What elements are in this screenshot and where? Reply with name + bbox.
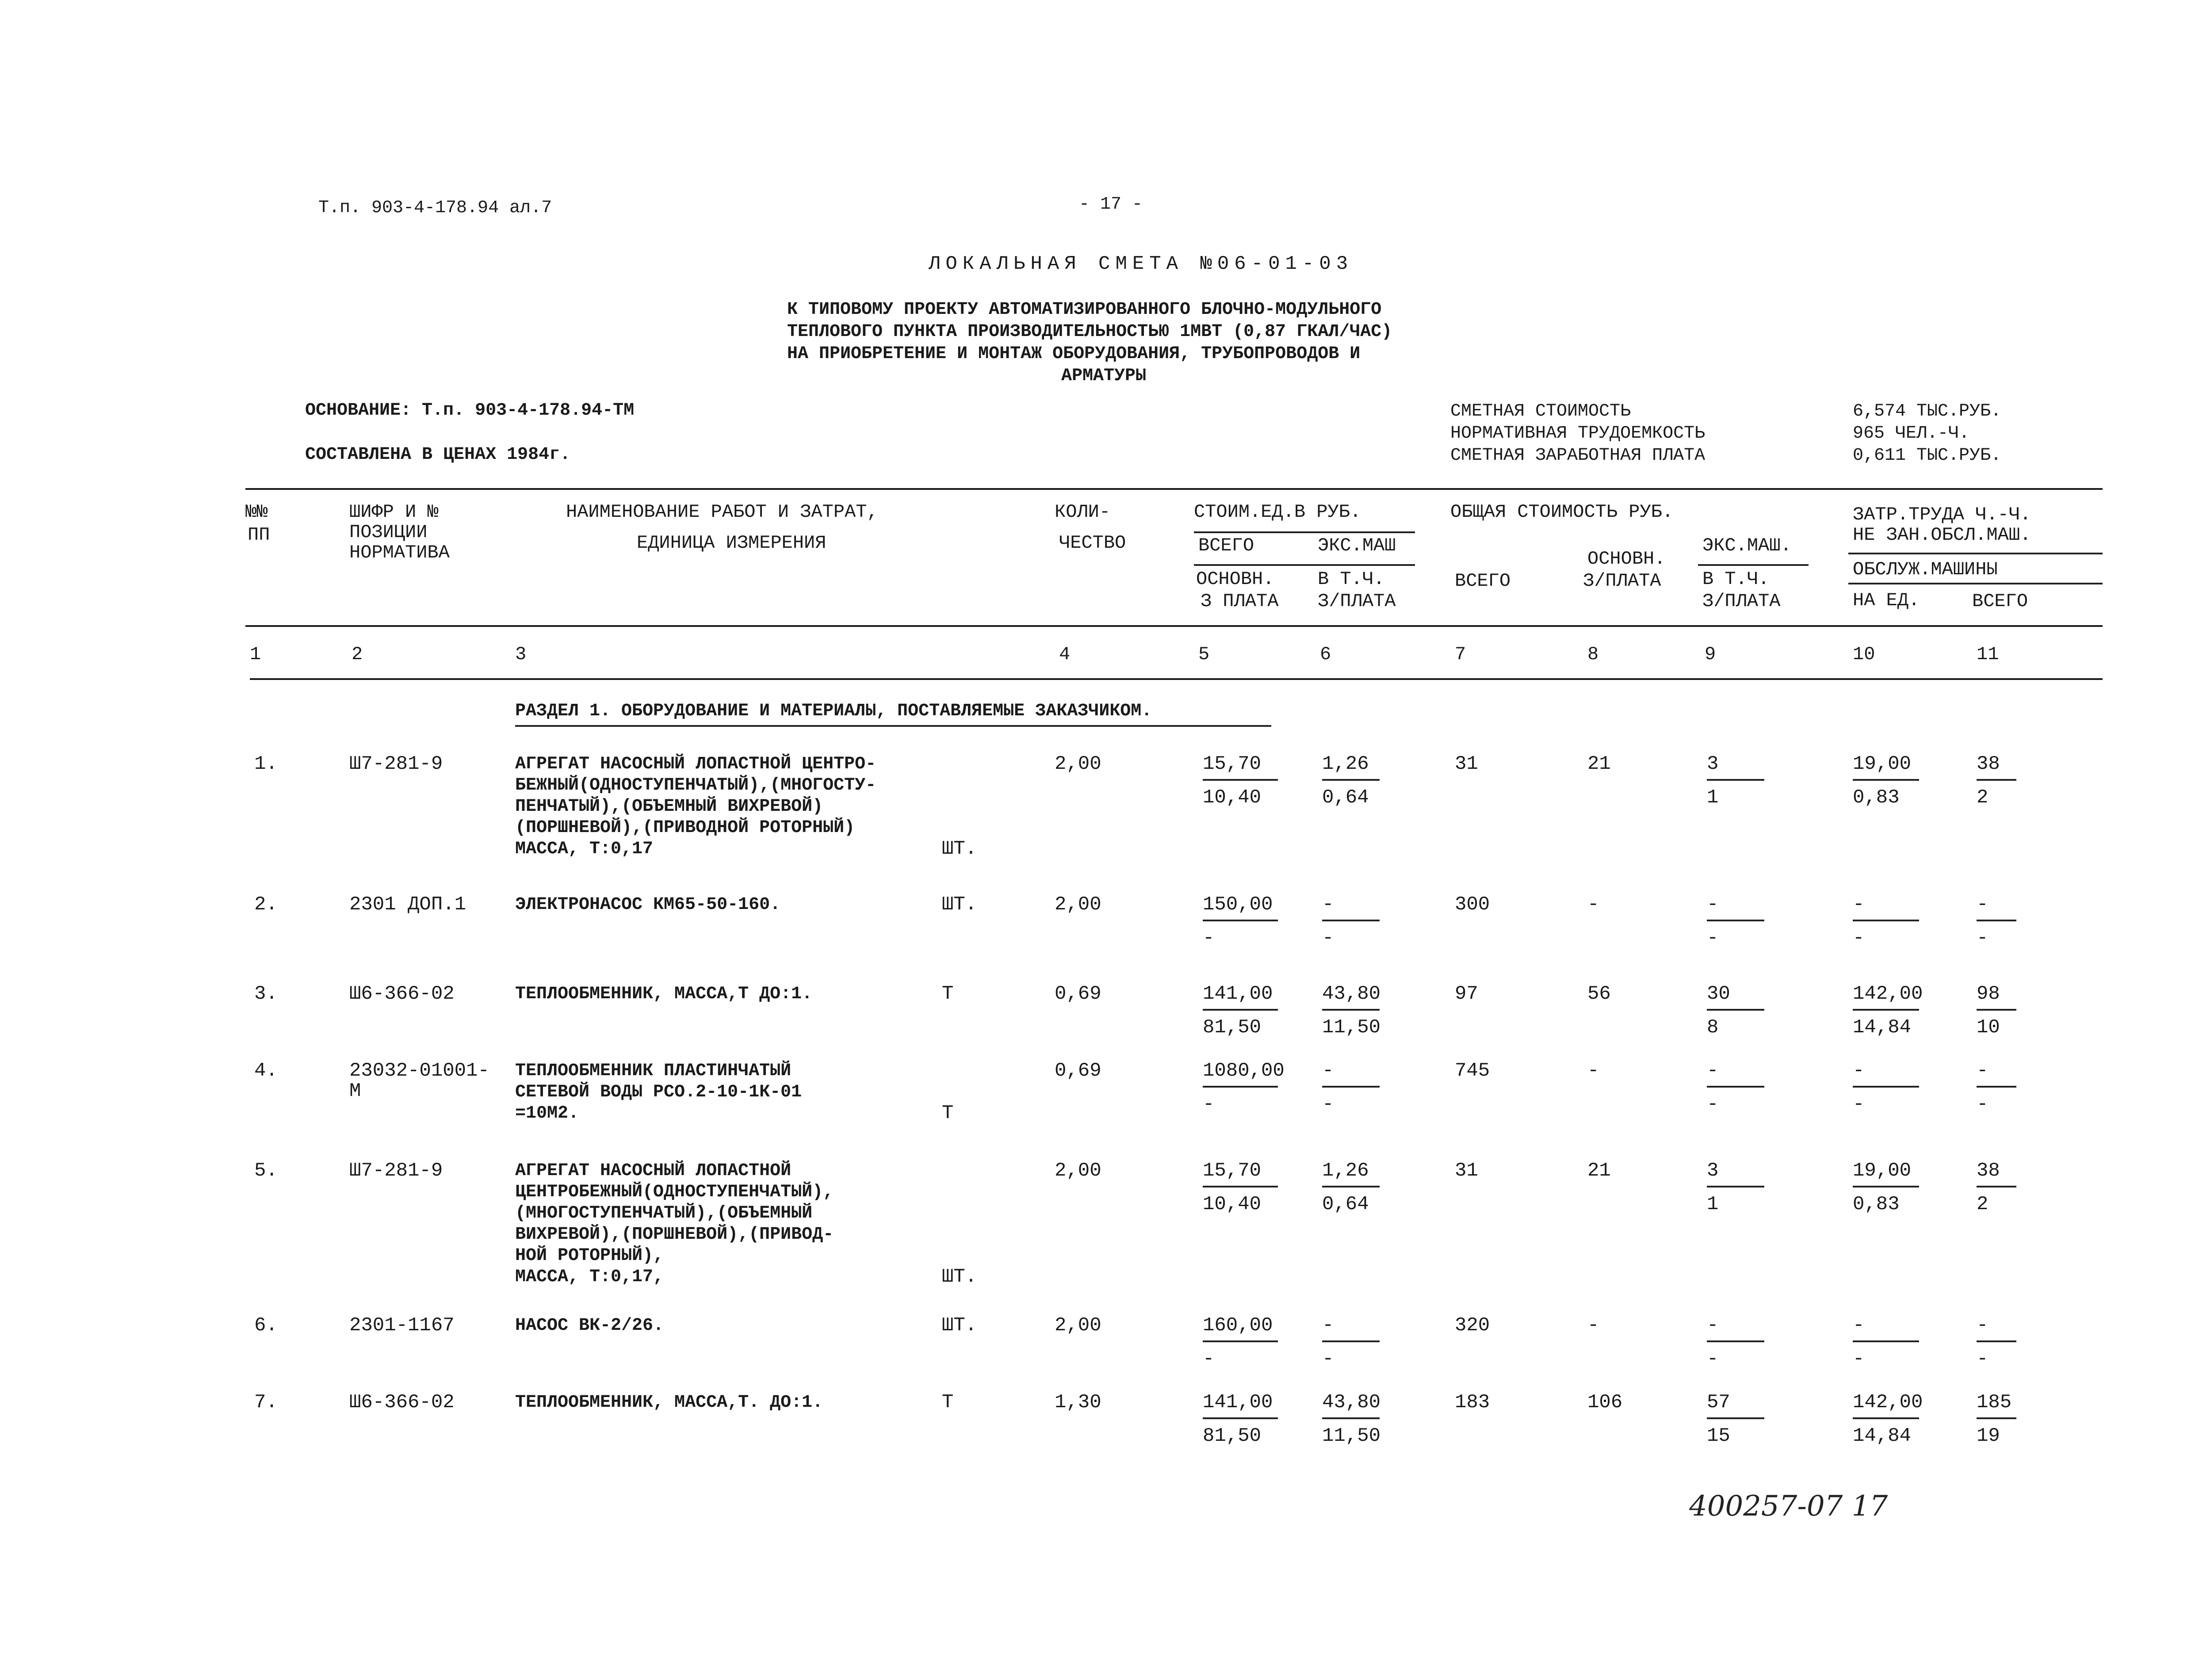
row-c11-bottom: 2 bbox=[1977, 787, 1989, 809]
row-c5-top: 160,00 bbox=[1203, 1314, 1273, 1336]
row-c11-top: 98 bbox=[1977, 983, 2000, 1005]
row-name-line: МАССА, Т:0,17 bbox=[515, 839, 654, 859]
row-number: 2. bbox=[254, 893, 278, 916]
row-c9-bottom: 8 bbox=[1707, 1016, 1719, 1039]
row-c9-bottom: 1 bbox=[1707, 787, 1719, 809]
row-c5-top: 1080,00 bbox=[1203, 1060, 1285, 1082]
row-c9-bottom: 1 bbox=[1707, 1193, 1719, 1215]
col-2-header-a: ШИФР И № bbox=[349, 501, 439, 523]
row-c11-top: - bbox=[1977, 1060, 1989, 1082]
row-c9-top: 57 bbox=[1707, 1391, 1730, 1413]
section-title: РАЗДЕЛ 1. ОБОРУДОВАНИЕ И МАТЕРИАЛЫ, ПОСТАВЛЯЕМЫЕ ЗАКАЗЧИКОМ. bbox=[515, 701, 1152, 721]
row-code-suffix: М bbox=[349, 1080, 361, 1102]
row-quantity: 2,00 bbox=[1055, 1160, 1101, 1182]
row-c10-bottom: 0,83 bbox=[1853, 1193, 1900, 1215]
row-name-line: ЦЕНТРОБЕЖНЫЙ(ОДНОСТУПЕНЧАТЫЙ), bbox=[515, 1182, 834, 1202]
row-c10-top: 19,00 bbox=[1853, 753, 1912, 775]
total-cost-mach-header: ЭКС.МАШ. bbox=[1702, 535, 1792, 556]
unit-cost-base-header-b: З ПЛАТА bbox=[1201, 591, 1279, 612]
row-c10-top: 142,00 bbox=[1853, 1391, 1923, 1413]
row-number: 4. bbox=[254, 1060, 278, 1082]
row-code: 2301 ДОП.1 bbox=[349, 893, 467, 916]
row-c10-top: - bbox=[1853, 1314, 1865, 1336]
row-c11-top: 185 bbox=[1977, 1391, 2012, 1413]
row-total-base-wage: 21 bbox=[1587, 753, 1611, 775]
row-c9-top: 3 bbox=[1707, 753, 1719, 775]
row-quantity: 2,00 bbox=[1055, 1314, 1101, 1336]
row-c5-bottom: 10,40 bbox=[1203, 787, 1262, 809]
row-c6-bottom: 0,64 bbox=[1322, 1193, 1369, 1215]
estimate-subtitle-line-4: АРМАТУРЫ bbox=[1061, 366, 1147, 386]
row-total-cost: 31 bbox=[1455, 753, 1478, 775]
unit-cost-total-header: ВСЕГО bbox=[1198, 535, 1254, 556]
mach-mid-rule bbox=[1698, 564, 1809, 566]
summary-value-cost: 6,574 ТЫС.РУБ. bbox=[1853, 401, 2002, 421]
total-cost-base-header-a: ОСНОВН. bbox=[1587, 548, 1666, 569]
row-name-line: АГРЕГАТ НАСОСНЫЙ ЛОПАСТНОЙ ЦЕНТРО- bbox=[515, 754, 876, 774]
row-c5-bottom: - bbox=[1203, 1093, 1215, 1115]
total-cost-incl-header-b: З/ПЛАТА bbox=[1702, 591, 1781, 612]
row-c6-bottom: 11,50 bbox=[1322, 1425, 1381, 1447]
col-number-4: 4 bbox=[1059, 644, 1071, 665]
row-c10-top: - bbox=[1853, 1060, 1865, 1082]
row-name-line: АГРЕГАТ НАСОСНЫЙ ЛОПАСТНОЙ bbox=[515, 1161, 792, 1181]
row-c9-top: - bbox=[1707, 1060, 1719, 1082]
handwritten-stamp: 400257-07 17 bbox=[1689, 1490, 1888, 1523]
row-total-base-wage: - bbox=[1587, 893, 1599, 916]
summary-value-wages: 0,611 ТЫС.РУБ. bbox=[1853, 446, 2002, 466]
unit-cost-header: СТОИМ.ЕД.В РУБ. bbox=[1194, 501, 1361, 523]
col-4-header-a: КОЛИ- bbox=[1055, 501, 1111, 523]
row-unit: Т bbox=[942, 983, 954, 1005]
row-code: Ш6-366-02 bbox=[349, 1391, 455, 1413]
col-number-9: 9 bbox=[1705, 644, 1716, 665]
row-c9-bottom: 15 bbox=[1707, 1425, 1730, 1447]
col-number-5: 5 bbox=[1198, 644, 1210, 665]
row-c11-bottom: - bbox=[1977, 927, 1989, 949]
row-name-line: ТЕПЛООБМЕННИК, МАССА,Т ДО:1. bbox=[515, 984, 813, 1004]
basis-text: ОСНОВАНИЕ: Т.п. 903-4-178.94-ТМ bbox=[305, 401, 635, 420]
col-number-6: 6 bbox=[1320, 644, 1331, 665]
col-2-header-c: НОРМАТИВА bbox=[349, 542, 450, 563]
col-number-8: 8 bbox=[1587, 644, 1599, 665]
row-total-cost: 31 bbox=[1455, 1160, 1478, 1182]
row-c11-bottom: 19 bbox=[1977, 1425, 2000, 1447]
row-c9-top: - bbox=[1707, 893, 1719, 916]
estimate-title: ЛОКАЛЬНАЯ СМЕТА №06-01-03 bbox=[929, 253, 1354, 275]
summary-label-wages: СМЕТНАЯ ЗАРАБОТНАЯ ПЛАТА bbox=[1450, 446, 1706, 466]
unit-cost-mach-header: ЭКС.МАШ bbox=[1318, 535, 1396, 556]
prices-text: СОСТАВЛЕНА В ЦЕНАХ 1984г. bbox=[305, 445, 571, 465]
row-quantity: 2,00 bbox=[1055, 893, 1101, 916]
row-code: Ш7-281-9 bbox=[349, 753, 443, 775]
row-unit: ШТ. bbox=[942, 1314, 977, 1336]
row-c6-bottom: 0,64 bbox=[1322, 787, 1369, 809]
col-number-2: 2 bbox=[352, 644, 363, 665]
row-name-line: (МНОГОСТУПЕНЧАТЫЙ),(ОБЪЕМНЫЙ bbox=[515, 1203, 813, 1223]
row-number: 6. bbox=[254, 1314, 278, 1336]
row-c5-top: 15,70 bbox=[1203, 753, 1262, 775]
row-total-base-wage: 106 bbox=[1587, 1391, 1623, 1413]
row-total-cost: 183 bbox=[1455, 1391, 1490, 1413]
row-c11-top: 38 bbox=[1977, 753, 2000, 775]
table-top-rule bbox=[245, 488, 2103, 490]
total-cost-incl-header-a: В Т.Ч. bbox=[1702, 569, 1770, 590]
row-c9-bottom: - bbox=[1707, 1093, 1719, 1115]
col-1-header-a: №№ bbox=[245, 501, 268, 523]
row-number: 3. bbox=[254, 983, 278, 1005]
row-c11-bottom: 10 bbox=[1977, 1016, 2000, 1039]
row-c6-bottom: - bbox=[1322, 1348, 1334, 1370]
row-unit: ШТ. bbox=[942, 838, 977, 860]
row-c10-top: 142,00 bbox=[1853, 983, 1923, 1005]
row-c5-bottom: 81,50 bbox=[1203, 1016, 1262, 1039]
row-total-base-wage: - bbox=[1587, 1060, 1599, 1082]
row-total-cost: 320 bbox=[1455, 1314, 1490, 1336]
row-c5-bottom: 10,40 bbox=[1203, 1193, 1262, 1215]
estimate-subtitle-line-2: ТЕПЛОВОГО ПУНКТА ПРОИЗВОДИТЕЛЬНОСТЬЮ 1МВТ (0,87 ГКАЛ/ЧАС) bbox=[787, 322, 1392, 342]
document-reference: Т.п. 903-4-178.94 ал.7 bbox=[318, 198, 552, 218]
page-number: - 17 - bbox=[1079, 195, 1143, 214]
row-c6-top: - bbox=[1322, 1314, 1334, 1336]
col-number-3: 3 bbox=[515, 644, 527, 665]
col-1-header-b: ПП bbox=[248, 524, 270, 546]
row-code: 23032-01001- bbox=[349, 1060, 489, 1082]
row-c10-bottom: - bbox=[1853, 927, 1865, 949]
row-name-line: =10М2. bbox=[515, 1103, 579, 1123]
row-c11-top: 38 bbox=[1977, 1160, 2000, 1182]
col-3-header-a: НАИМЕНОВАНИЕ РАБОТ И ЗАТРАТ, bbox=[566, 501, 878, 523]
row-c9-top: 3 bbox=[1707, 1160, 1719, 1182]
row-total-cost: 300 bbox=[1455, 893, 1490, 916]
row-unit: ШТ. bbox=[942, 893, 977, 916]
row-total-base-wage: 21 bbox=[1587, 1160, 1611, 1182]
labor-header-b: НЕ ЗАН.ОБСЛ.МАШ. bbox=[1853, 524, 2031, 546]
estimate-subtitle-line-1: К ТИПОВОМУ ПРОЕКТУ АВТОМАТИЗИРОВАННОГО БЛОЧНО-МОДУЛЬНОГО bbox=[787, 300, 1382, 320]
row-code: 2301-1167 bbox=[349, 1314, 455, 1336]
row-c9-top: - bbox=[1707, 1314, 1719, 1336]
row-total-cost: 97 bbox=[1455, 983, 1478, 1005]
row-c10-bottom: - bbox=[1853, 1093, 1865, 1115]
row-c6-top: - bbox=[1322, 1060, 1334, 1082]
row-name-line: НАСОС ВК-2/26. bbox=[515, 1316, 664, 1336]
col-number-1: 1 bbox=[250, 644, 261, 665]
summary-value-labor: 965 ЧЕЛ.-Ч. bbox=[1853, 424, 1970, 443]
row-number: 5. bbox=[254, 1160, 278, 1182]
row-c11-bottom: - bbox=[1977, 1348, 1989, 1370]
row-quantity: 1,30 bbox=[1055, 1391, 1101, 1413]
labor-header-a: ЗАТР.ТРУДА Ч.-Ч. bbox=[1853, 504, 2031, 525]
row-c11-top: - bbox=[1977, 1314, 1989, 1336]
row-unit: Т bbox=[942, 1391, 954, 1413]
row-c9-top: 30 bbox=[1707, 983, 1730, 1005]
row-c6-top: 1,26 bbox=[1322, 1160, 1369, 1182]
total-cost-header: ОБЩАЯ СТОИМОСТЬ РУБ. bbox=[1450, 501, 1674, 523]
row-c11-bottom: 2 bbox=[1977, 1193, 1989, 1215]
row-c5-bottom: 81,50 bbox=[1203, 1425, 1262, 1447]
row-c10-top: 19,00 bbox=[1853, 1160, 1912, 1182]
row-code: Ш7-281-9 bbox=[349, 1160, 443, 1182]
summary-label-labor: НОРМАТИВНАЯ ТРУДОЕМКОСТЬ bbox=[1450, 424, 1706, 443]
row-c9-bottom: - bbox=[1707, 1348, 1719, 1370]
header-bottom-rule bbox=[245, 625, 2103, 627]
row-c6-top: 1,26 bbox=[1322, 753, 1369, 775]
row-c6-top: - bbox=[1322, 893, 1334, 916]
row-c10-bottom: 0,83 bbox=[1853, 787, 1900, 809]
labor-rule-1 bbox=[1848, 553, 2103, 554]
row-c11-top: - bbox=[1977, 893, 1989, 916]
unit-cost-base-header-a: ОСНОВН. bbox=[1196, 569, 1274, 590]
column-numbers-rule bbox=[250, 678, 2103, 680]
summary-label-cost: СМЕТНАЯ СТОИМОСТЬ bbox=[1450, 401, 1631, 421]
row-name-line: (ПОРШНЕВОЙ),(ПРИВОДНОЙ РОТОРНЫЙ) bbox=[515, 818, 855, 838]
row-c6-bottom: - bbox=[1322, 927, 1334, 949]
row-name-line: МАССА, Т:0,17, bbox=[515, 1267, 664, 1287]
row-c6-top: 43,80 bbox=[1322, 983, 1381, 1005]
row-name-line: ВИХРЕВОЙ),(ПОРШНЕВОЙ),(ПРИВОД- bbox=[515, 1225, 834, 1245]
col-number-11: 11 bbox=[1977, 644, 1999, 665]
row-quantity: 2,00 bbox=[1055, 753, 1101, 775]
row-number: 7. bbox=[254, 1391, 278, 1413]
row-code: Ш6-366-02 bbox=[349, 983, 455, 1005]
col-number-7: 7 bbox=[1455, 644, 1466, 665]
row-c6-top: 43,80 bbox=[1322, 1391, 1381, 1413]
row-c6-bottom: 11,50 bbox=[1322, 1016, 1381, 1039]
labor-unit-header: НА ЕД. bbox=[1853, 590, 1920, 611]
row-name-line: ЭЛЕКТРОНАСОС КМ65-50-160. bbox=[515, 895, 781, 915]
total-cost-base-header-b: З/ПЛАТА bbox=[1583, 570, 1661, 592]
row-number: 1. bbox=[254, 753, 278, 775]
row-c11-bottom: - bbox=[1977, 1093, 1989, 1115]
row-c10-bottom: 14,84 bbox=[1853, 1425, 1912, 1447]
row-c5-top: 150,00 bbox=[1203, 893, 1273, 916]
labor-rule-2 bbox=[1848, 583, 2103, 584]
section-underline bbox=[515, 725, 1271, 727]
row-name-line: ТЕПЛООБМЕННИК, МАССА,Т. ДО:1. bbox=[515, 1393, 823, 1413]
row-name-line: НОЙ РОТОРНЫЙ), bbox=[515, 1246, 664, 1266]
row-quantity: 0,69 bbox=[1055, 1060, 1101, 1082]
row-c9-bottom: - bbox=[1707, 927, 1719, 949]
labor-total-header: ВСЕГО bbox=[1972, 591, 2028, 612]
col-4-header-b: ЧЕСТВО bbox=[1059, 532, 1126, 554]
row-c5-bottom: - bbox=[1203, 927, 1215, 949]
col-number-10: 10 bbox=[1853, 644, 1875, 665]
row-c6-bottom: - bbox=[1322, 1093, 1334, 1115]
row-unit: ШТ. bbox=[942, 1266, 977, 1288]
col-3-header-b: ЕДИНИЦА ИЗМЕРЕНИЯ bbox=[637, 532, 826, 554]
labor-header-c: ОБСЛУЖ.МАШИНЫ bbox=[1853, 559, 1998, 580]
unit-cost-incl-header-a: В Т.Ч. bbox=[1318, 569, 1385, 590]
row-c5-top: 141,00 bbox=[1203, 1391, 1273, 1413]
unit-cost-mid-rule bbox=[1194, 564, 1415, 566]
unit-cost-incl-header-b: З/ПЛАТА bbox=[1318, 591, 1396, 612]
row-name-line: БЕЖНЫЙ(ОДНОСТУПЕНЧАТЫЙ),(МНОГОСТУ- bbox=[515, 775, 876, 795]
row-name-line: ТЕПЛООБМЕННИК ПЛАСТИНЧАТЫЙ bbox=[515, 1061, 792, 1081]
unit-cost-rule bbox=[1194, 531, 1415, 533]
row-c10-top: - bbox=[1853, 893, 1865, 916]
row-c10-bottom: 14,84 bbox=[1853, 1016, 1912, 1039]
row-unit: Т bbox=[942, 1102, 954, 1124]
row-c5-top: 141,00 bbox=[1203, 983, 1273, 1005]
row-quantity: 0,69 bbox=[1055, 983, 1101, 1005]
row-c10-bottom: - bbox=[1853, 1348, 1865, 1370]
row-c5-bottom: - bbox=[1203, 1348, 1215, 1370]
row-total-cost: 745 bbox=[1455, 1060, 1490, 1082]
row-total-base-wage: 56 bbox=[1587, 983, 1611, 1005]
row-c5-top: 15,70 bbox=[1203, 1160, 1262, 1182]
row-total-base-wage: - bbox=[1587, 1314, 1599, 1336]
col-2-header-b: ПОЗИЦИИ bbox=[349, 522, 428, 543]
row-name-line: СЕТЕВОЙ ВОДЫ РСО.2-10-1К-01 bbox=[515, 1082, 802, 1102]
row-name-line: ПЕНЧАТЫЙ),(ОБЪЕМНЫЙ ВИХРЕВОЙ) bbox=[515, 797, 823, 817]
estimate-subtitle-line-3: НА ПРИОБРЕТЕНИЕ И МОНТАЖ ОБОРУДОВАНИЯ, ТРУБОПРОВОДОВ И bbox=[787, 344, 1361, 364]
total-cost-total-header: ВСЕГО bbox=[1455, 570, 1511, 592]
